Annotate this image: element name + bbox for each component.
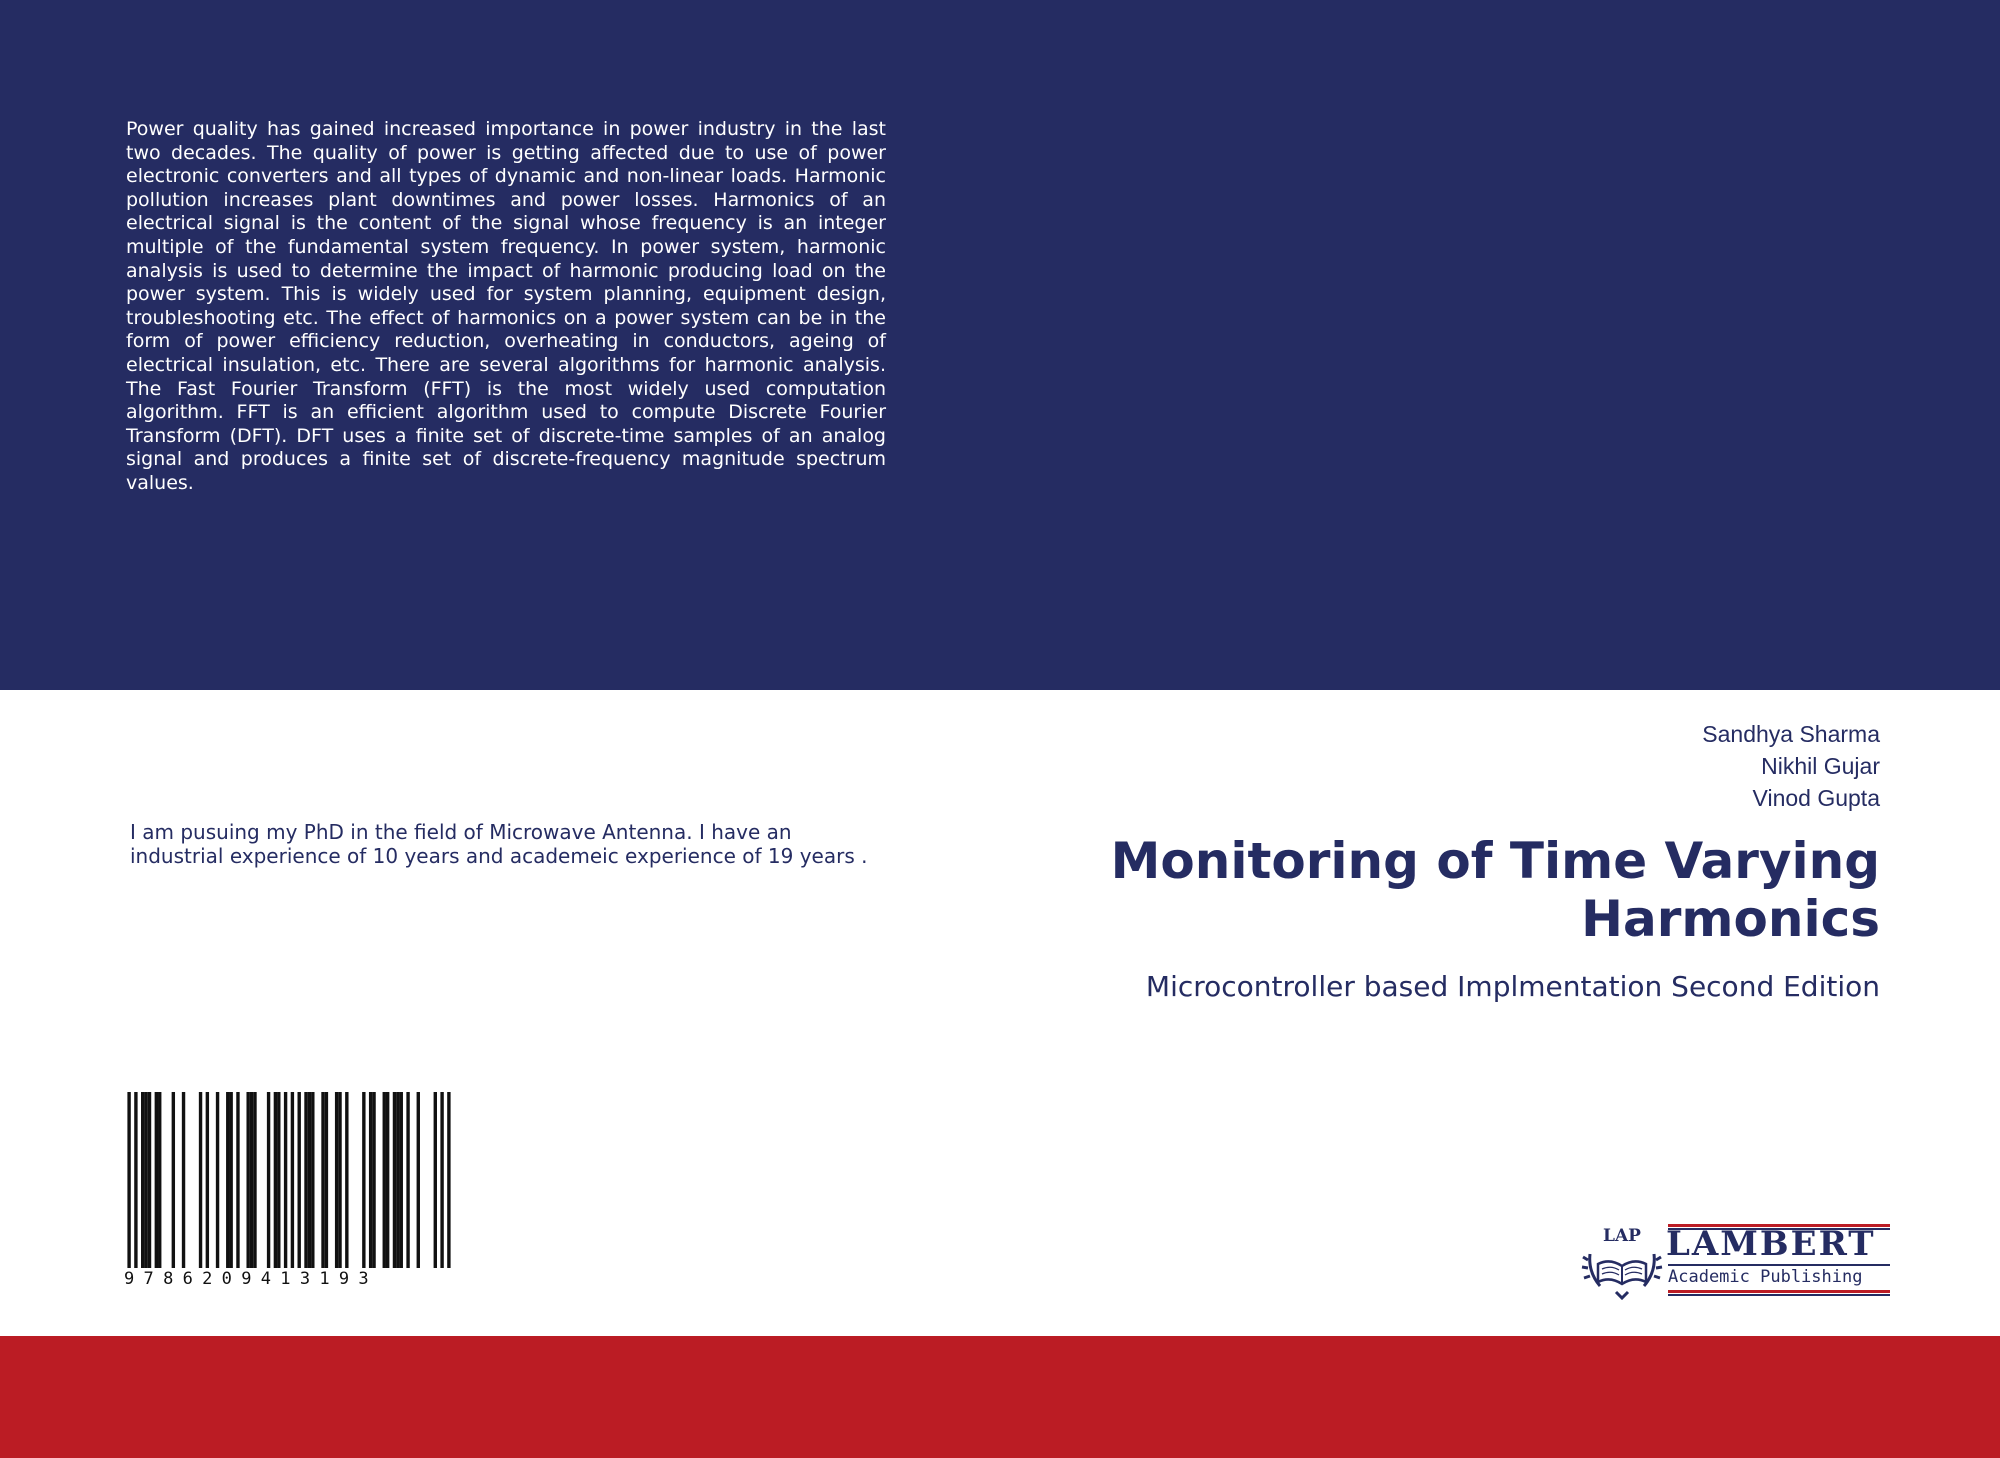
barcode-bars [124,1092,454,1282]
barcode-bar [172,1092,175,1268]
barcode-bar [229,1092,232,1268]
barcode-bar [253,1092,256,1268]
barcode-bar [369,1092,372,1268]
barcode-bar [406,1092,409,1268]
barcode-bar [321,1092,324,1268]
barcode-bar [345,1092,348,1268]
book-subtitle: Microcontroller based Implmentation Second Edition [1145,970,1880,1003]
barcode-bar [236,1092,239,1268]
barcode-bar [372,1092,375,1268]
barcode-bar [383,1092,386,1268]
barcode-bar [144,1092,147,1268]
logo-rule [1668,1264,1890,1266]
barcode-bar [284,1092,287,1282]
barcode-bar [434,1092,437,1268]
barcode-bar [362,1092,365,1268]
barcode-bar [393,1092,396,1268]
barcode-bar [127,1092,130,1282]
barcode-bar [447,1092,450,1282]
barcode-bar [311,1092,314,1268]
barcode-bar [386,1092,389,1268]
barcode-bar [134,1092,137,1282]
isbn-barcode [124,1092,464,1292]
author-name: Nikhil Gujar [1761,753,1880,779]
publisher-name: LAMBERT [1666,1224,1876,1264]
barcode-bar [325,1092,328,1268]
barcode-bar [440,1092,443,1282]
barcode-bar [246,1092,249,1268]
barcode-bar [400,1092,403,1268]
barcode-bar [335,1092,338,1268]
publisher-tagline: Academic Publishing [1668,1267,1863,1287]
barcode-bar [267,1092,270,1268]
author-list [1702,718,1880,814]
barcode-bar [291,1092,294,1282]
emblem-letters: LAP [1603,1226,1641,1246]
barcode-bar [199,1092,202,1268]
isbn-number: 9786209413193 [124,1268,454,1290]
barcode-bar [298,1092,301,1268]
barcode-bar [250,1092,253,1268]
book-title: Monitoring of Time Varying Harmonics [1110,832,1880,948]
logo-rule [1668,1294,1890,1296]
author-bio: I am pusuing my PhD in the field of Microwave Antenna. I have an industrial experience of 10 years and academeic experience of 19 years . [130,820,868,868]
barcode-bar [396,1092,399,1268]
logo-rule [1668,1290,1890,1293]
barcode-bar [274,1092,277,1268]
barcode-bar [308,1092,311,1268]
back-cover-blurb: Power quality has gained increased importance in power industry in the last two decades. The quality of power is getting affected due to use of power electronic converters and all types of dynamic and non-linear loads. Harmonic pollution increases plant downtimes and power losses. Harmonics of an electrical signal is the content of the signal whose frequency is an integer multiple of the fundamental system frequency. In power system, harmonic analysis is used to determine the impact of harmonic producing load on the power system. This is widely used for system planning, equipment design, troubleshooting etc. The effect of harmonics on a power system can be in the form of power efficiency reduction, overheating in conductors, ageing of electrical insulation, etc. There are several algorithms for harmonic analysis. The Fast Fourier Transform (FFT) is the most widely used computation algorithm. FFT is an efficient algorithm used to compute Discrete Fourier Transform (DFT). DFT uses a finite set of discrete-time samples of an analog signal and produces a finite set of discrete-frequency magnitude spectrum values. [126,118,886,494]
barcode-bar [338,1092,341,1268]
barcode-bar [216,1092,219,1268]
author-name: Sandhya Sharma [1702,721,1880,747]
barcode-bar [417,1092,420,1268]
barcode-bar [226,1092,229,1268]
barcode-bar [158,1092,161,1268]
barcode-bar [277,1092,280,1268]
bottom-red-band [0,1336,2000,1458]
barcode-bar [148,1092,151,1268]
publisher-logo [1580,1224,1890,1300]
barcode-bar [304,1092,307,1268]
open-book-laurel-icon [1580,1224,1664,1300]
author-name: Vinod Gupta [1752,785,1880,811]
barcode-bar [206,1092,209,1268]
barcode-bar [155,1092,158,1268]
barcode-bar [182,1092,185,1268]
barcode-bar [141,1092,144,1268]
